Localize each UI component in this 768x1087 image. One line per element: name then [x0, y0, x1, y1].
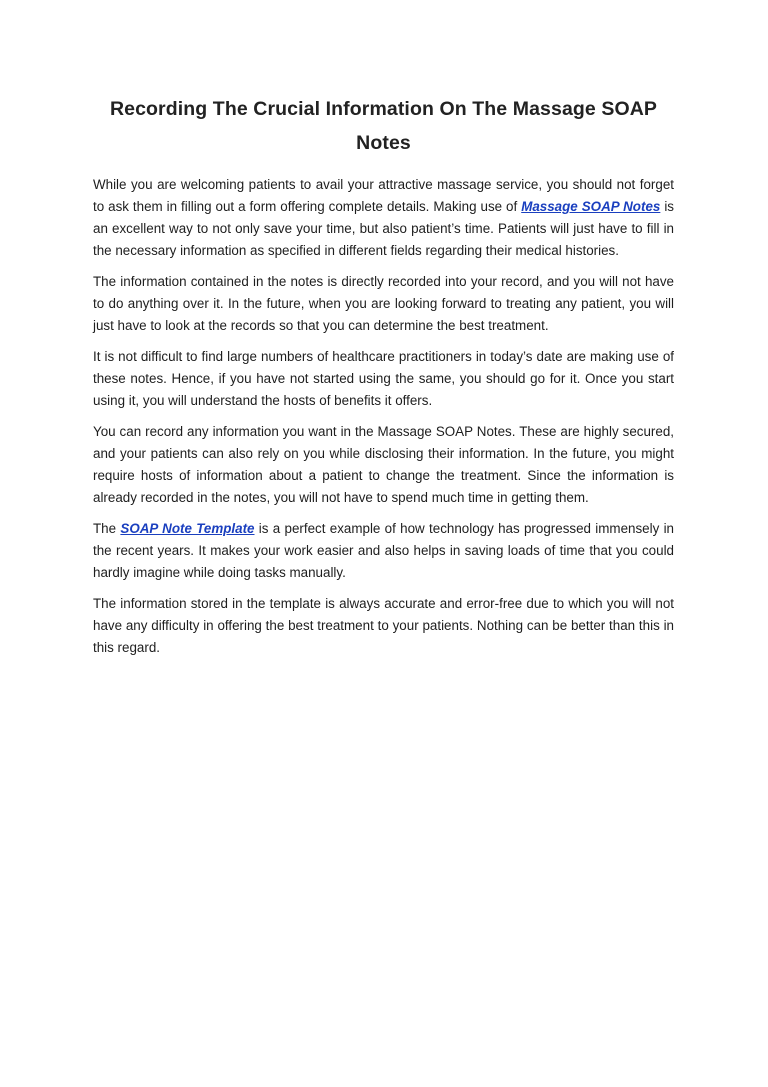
- paragraph-2: The information contained in the notes is directly recorded into your record, and you will not have to do anything over it. In the future, when you are looking forward to treating any patient, you will just have to look at the records so that you can determine the best treatment.: [93, 274, 674, 333]
- paragraph-3: It is not difficult to find large numbers of healthcare practitioners in today’s date are making use of these notes. Hence, if you have not started using the same, you should go for it. Once you start using it, you will understand the hosts of benefits it offers.: [93, 349, 674, 408]
- paragraph-5-text-before: The: [93, 521, 121, 536]
- paragraph-5: [93, 518, 674, 584]
- paragraph-1-text-after: is an excellent way to not only save your time, but also patient’s time. Patients will just have to fill in the necessary information as specified in different fields regarding their medical histories.: [93, 199, 674, 258]
- massage-soap-notes-link[interactable]: Massage SOAP Notes: [521, 199, 661, 214]
- paragraph-6: The information stored in the template is always accurate and error-free due to which you will not have any difficulty in offering the best treatment to your patients. Nothing can be better than this in this regard.: [93, 596, 674, 655]
- paragraph-1-text-before: While you are welcoming patients to avail your attractive massage service, you should not forget to ask them in filling out a form offering complete details. Making use of: [93, 177, 674, 214]
- soap-note-template-link[interactable]: SOAP Note Template: [120, 521, 255, 536]
- document-body: [93, 92, 674, 668]
- paragraph-5-text-after: is a perfect example of how technology has progressed immensely in the recent years. It makes your work easier and also helps in saving loads of time that you could hardly imagine while doing tasks manually.: [93, 521, 674, 580]
- document-title: Recording The Crucial Information On The Massage SOAP Notes: [109, 98, 658, 154]
- paragraph-4: You can record any information you want in the Massage SOAP Notes. These are highly secured, and your patients can also rely on you while disclosing their information. In the future, you might require hosts of information about a patient to change the treatment. Since the information is already recorded in the notes, you will not have to spend much time in getting them.: [93, 424, 674, 505]
- paragraph-1: [93, 174, 674, 262]
